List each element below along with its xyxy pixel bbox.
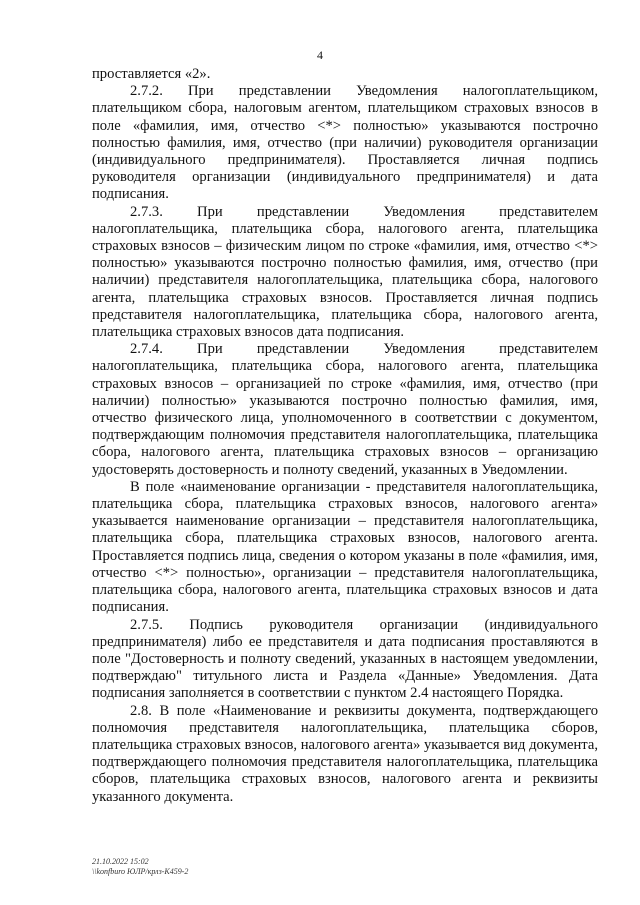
footer-timestamp: 21.10.2022 15:02 xyxy=(92,857,149,866)
paragraph-2-7-4: 2.7.4. При представлении Уведомления представителем налогоплательщика, плательщика сбора, налогового агента, плательщика страховых взносов – организацией по строке «фамилия, имя, отчество (при наличии) полностью» указываются построчно полностью фамилия, имя, отчество физического лица, уполномоченного в соответствии с документом, подтверждающим полномочия представителя налогоплательщика, плательщика сбора, налогового агента, плательщика страховых взносов – организацию удостоверять достоверность и полноту сведений, указанных в Уведомлении. xyxy=(92,341,598,478)
paragraph-continuation: проставляется «2». xyxy=(92,66,211,82)
document-footer xyxy=(92,857,188,877)
paragraph-2-7-3: 2.7.3. При представлении Уведомления представителем налогоплательщика, плательщика сбора, налогового агента, плательщика страховых взносов – физическим лицом по строке «фамилия, имя, отчество <*> полностью» указываются построчно полностью фамилия, имя, отчество (при наличии) представителя налогоплательщика, плательщика сбора, налогового агента, плательщика страховых взносов. Проставляется личная подпись представителя налогоплательщика, плательщика сбора, налогового агента, плательщика страховых взносов дата подписания. xyxy=(92,203,598,341)
document-body xyxy=(92,66,598,806)
paragraph-2-7-5: 2.7.5. Подпись руководителя организации (индивидуального предпринимателя) либо ее представителя и дата подписания проставляются в поле "Достоверность и полноту сведений, указанных в настоящем уведомлении, подтверждаю" титульного листа и Раздела «Данные» Уведомления. Дата подписания заполняется в соответствии с пунктом 2.4 настоящего Порядка. xyxy=(92,616,598,702)
footer-file-path: \\konfburo ЮЛР/крлз-К459-2 xyxy=(92,867,189,876)
paragraph-2-7-2: 2.7.2. При представлении Уведомления налогоплательщиком, плательщиком сбора, налоговым агентом, плательщиком страховых взносов в поле «фамилия, имя, отчество <*> полностью» указываются построчно полностью фамилия, имя, отчество (при наличии) руководителя организации (индивидуального предпринимателя). Проставляется личная подпись руководителя организации (индивидуального предпринимателя) и дата подписания. xyxy=(92,83,598,203)
paragraph-organization-name-field: В поле «наименование организации - представителя налогоплательщика, плательщика сбора, плательщика страховых взносов, налогового агента» указывается наименование организации – представителя налогоплательщика, плательщика сбора, плательщика страховых взносов, налогового агента. Проставляется подпись лица, сведения о котором указаны в поле «фамилия, имя, отчество <*> полностью», организации – представителя налогоплательщика, плательщика сбора, налогового агента, плательщика страховых взносов и дата подписания. xyxy=(92,478,598,616)
page-number: 4 xyxy=(317,48,323,62)
paragraph-2-8: 2.8. В поле «Наименование и реквизиты документа, подтверждающего полномочия представителя налогоплательщика, плательщика сборов, плательщика страховых взносов, налогового агента» указывается вид документа, подтверждающего полномочия представителя налогоплательщика, плательщика сборов, плательщика страховых взносов, налогового агента и реквизиты указанного документа. xyxy=(92,702,598,805)
